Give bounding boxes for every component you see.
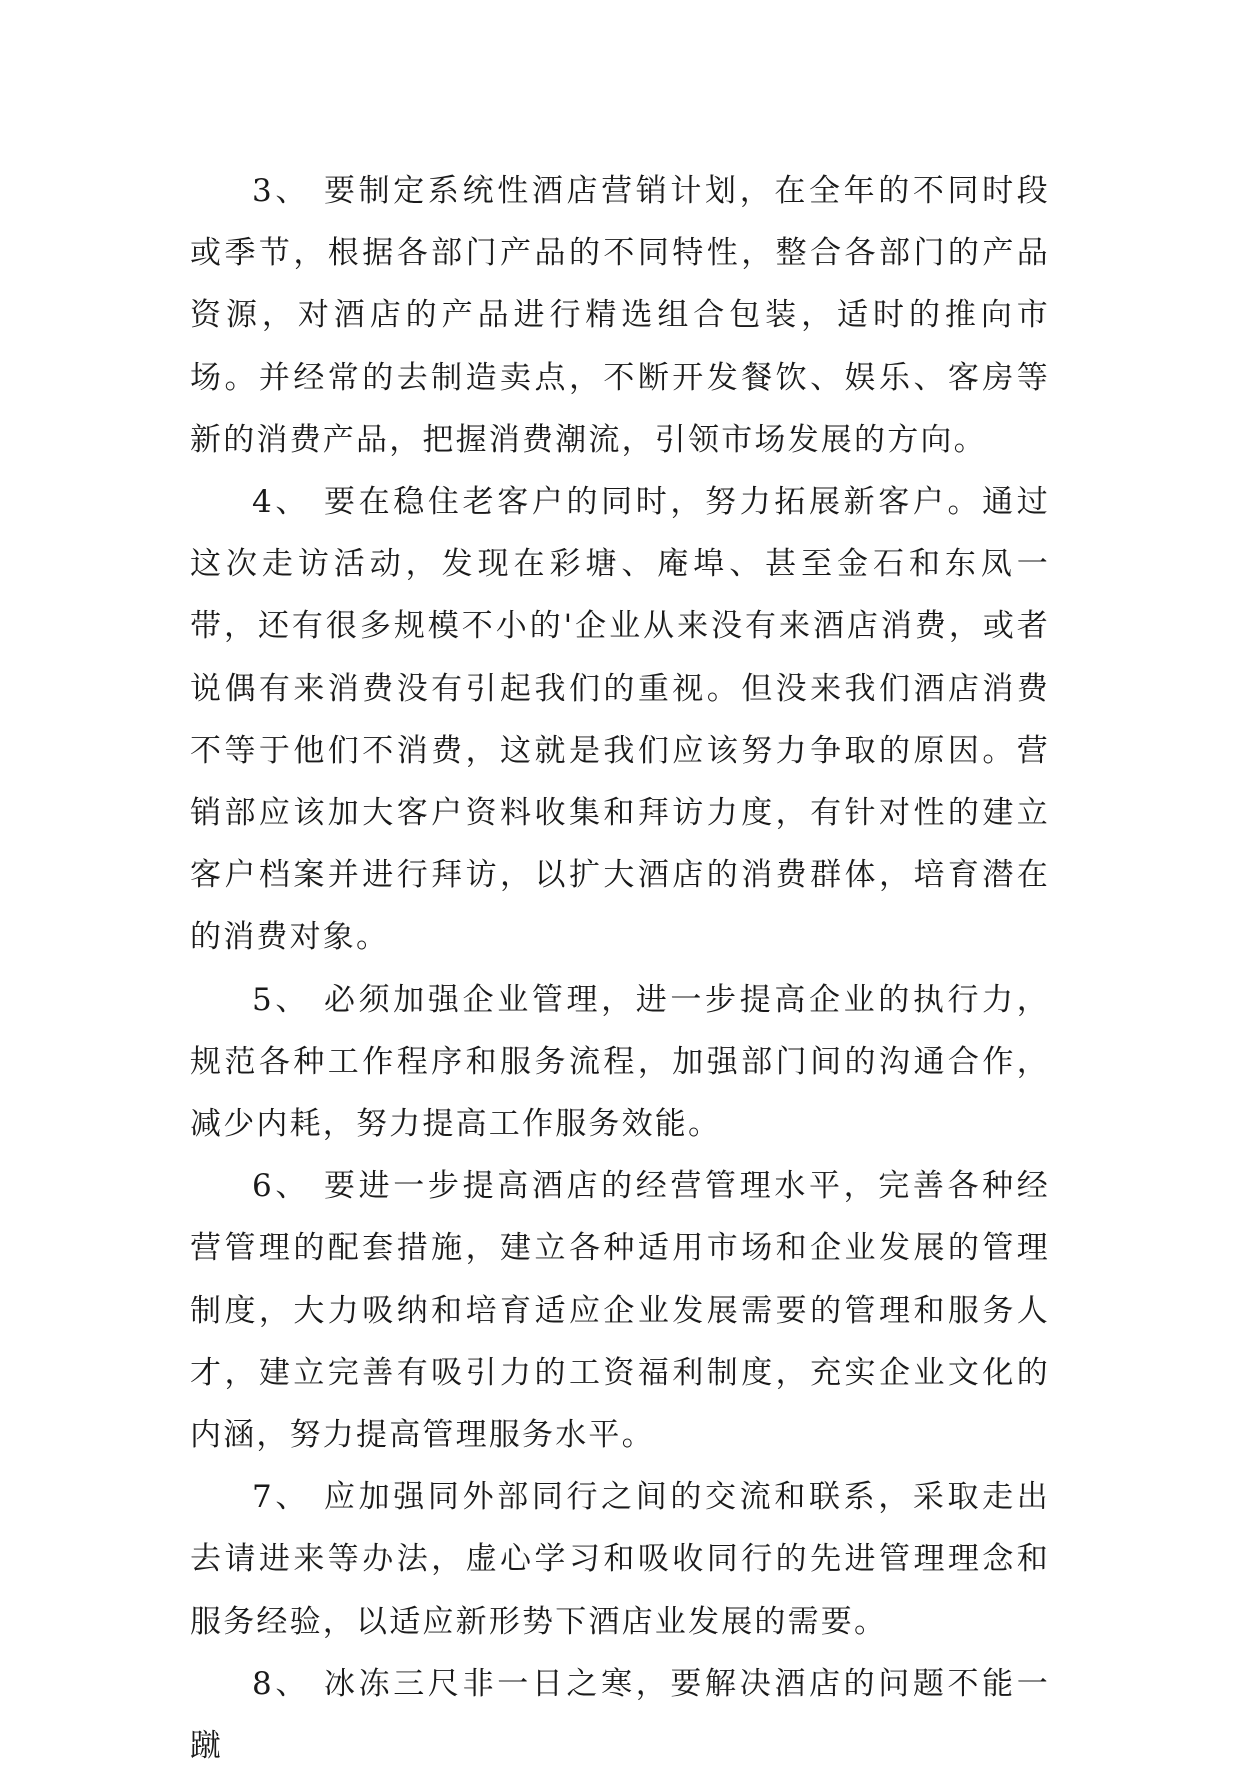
- paragraph-item-6: [190, 1155, 1050, 1466]
- document-body: [190, 160, 1050, 1777]
- item-number: 7、: [252, 1479, 311, 1516]
- paragraph-item-3: [190, 160, 1050, 471]
- paragraph-text: 要进一步提高酒店的经营管理水平，完善各种经营管理的配套措施，建立各种适用市场和企业发展的管理制度，大力吸纳和培育适应企业发展需要的管理和服务人才，建立完善有吸引力的工资福利制度，充实企业文化的内涵，努力提高管理服务水平。: [190, 1168, 1051, 1454]
- paragraph-text: 要制定系统性酒店营销计划，在全年的不同时段或季节，根据各部门产品的不同特性，整合各部门的产品资源，对酒店的产品进行精选组合包装，适时的推向市场。并经常的去制造卖点，不断开发餐饮、娱乐、客房等新的消费产品，把握消费潮流，引领市场发展的方向。: [190, 173, 1051, 458]
- item-number: 6、: [252, 1168, 311, 1205]
- paragraph-item-8: [190, 1653, 1050, 1777]
- paragraph-item-4: [190, 471, 1050, 969]
- paragraph-item-5: [190, 969, 1050, 1156]
- item-number: 3、: [252, 173, 311, 209]
- paragraph-text: 要在稳住老客户的同时，努力拓展新客户。通过这次走访活动，发现在彩塘、庵埠、甚至金石和东凤一带，还有很多规模不小的'企业从来没有来酒店消费，或者说偶有来消费没有引起我们的重视。但没来我们酒店消费不等于他们不消费，这就是我们应该努力争取的原因。营销部应该加大客户资料收集和拜访力度，有针对性的建立客户档案并进行拜访，以扩大酒店的消费群体，培育潜在的消费对象。: [190, 484, 1051, 956]
- item-number: 8、: [252, 1665, 311, 1702]
- item-number: 4、: [252, 484, 311, 521]
- item-number: 5、: [252, 981, 311, 1018]
- paragraph-text: 必须加强企业管理，进一步提高企业的执行力，规范各种工作程序和服务流程，加强部门间的沟通合作，减少内耗，努力提高工作服务效能。: [190, 981, 1051, 1143]
- paragraph-item-7: [190, 1466, 1050, 1653]
- paragraph-text: 应加强同外部同行之间的交流和联系，采取走出去请进来等办法，虚心学习和吸收同行的先进管理理念和服务经验，以适应新形势下酒店业发展的需要。: [190, 1479, 1051, 1640]
- paragraph-text: 冰冻三尺非一日之寒，要解决酒店的问题不能一蹴: [190, 1665, 1051, 1765]
